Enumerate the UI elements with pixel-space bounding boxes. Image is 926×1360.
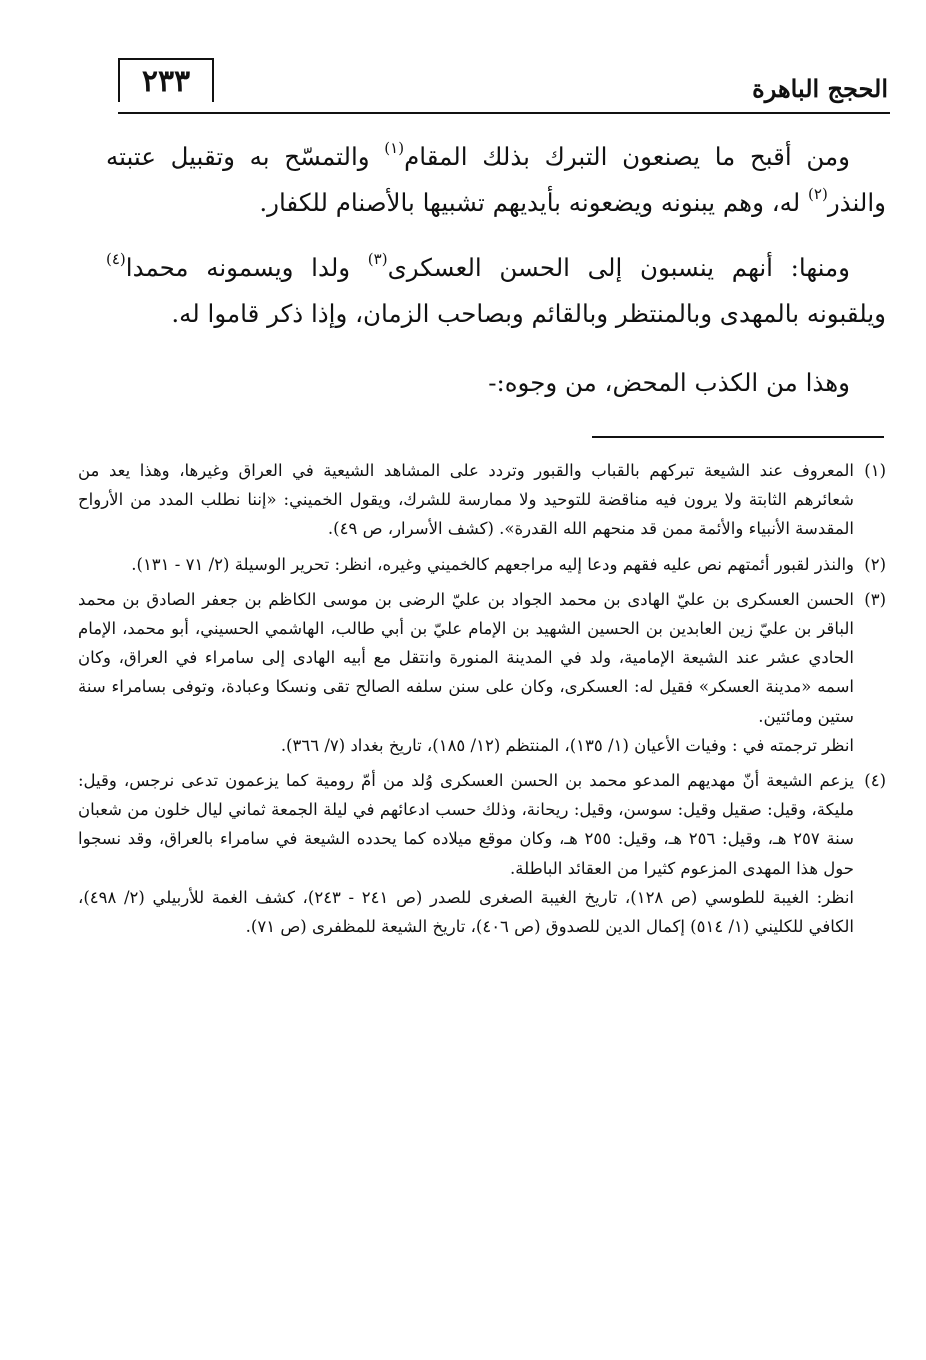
running-title: الحجج الباهرة [752,74,888,103]
footnote-source-note: انظر: الغيبة للطوسي (ص ١٢٨)، تاريخ الغيبة الصغرى للصدر (ص ٢٤١ - ٢٤٣)، كشف الغمة للأربيلي (٢/ ٤٩٨)، الكافي للكليني (١/ ٥١٤) إكمال الدين للصدوق (ص ٤٠٦)، تاريخ الشيعة للمظفرى (ص ٧١). [78,887,855,937]
footnote-separator [592,436,884,438]
header-rule [118,112,890,114]
para2-text-a: ومنها: أنهم ينسبون إلى الحسن العسكرى [387,253,850,282]
footnote-text: والنذر لقبور أئمتهم نص عليه فقهم ودعا إليه مراجعهم كالخميني وغيره، انظر: تحرير الوسيلة (٢/ ٧١ - ١٣١). [131,554,854,574]
para1-text-c: له، وهم يبنونه ويضعونه بأيديهم تشبيها بالأصنام للكفار. [259,188,809,217]
footnote-3 [78,585,886,760]
page-number [118,58,214,102]
body-paragraph-3 [106,360,886,406]
footnote-ref-2[interactable]: (٢) [808,185,828,203]
body-paragraph-2 [106,245,886,337]
body-paragraph-1 [106,134,886,226]
para1-text-a: ومن أقبح ما يصنعون التبرك بذلك المقام [404,142,850,171]
footnote-ref-1[interactable]: (١) [384,139,405,157]
footnote-ref-3[interactable]: (٣) [367,250,388,268]
footnote-2 [78,550,886,579]
para2-text-c: ويلقبونه بالمهدى وبالمنتظر وبالقائم وبصاحب الزمان، وإذا ذكر قاموا له. [171,299,886,328]
para1-text-b: والتمسّح به وتقبيل عتبته والنذر [106,142,886,217]
footnote-text: يزعم الشيعة أنّ مهديهم المدعو محمد بن الحسن العسكرى وُلد من أمّ رومية كما يزعمون تدعى نرجس، وقيل: مليكة، وقيل: صقيل وقيل: سوسن، وقيل: ريحانة، وذلك حسب ادعائهم في ليلة الجمعة ثماني ليال خلون من شعبان سنة ٢٥٧ هـ، وقيل: ٢٥٦ هـ، وقيل: ٢٥٥ هـ، وكان موقع ميلاده كما يحدده الشيعة في سامراء بالعراق، وقد نسجوا حول هذا المهدى المزعوم كثيرا من العقائد الباطلة. [78,771,854,878]
footnotes-section [78,456,886,947]
footnote-text: المعروف عند الشيعة تبركهم بالقباب والقبور وتردد على المشاهد الشيعية في العراق وغيرها، وهذا يعد من شعائرهم الثابتة ولا يرون فيه مناقضة للتوحيد ولا ممارسة للشرك، ويقول الخميني: «إننا نطلب المدد من الأرواح المقدسة الأنبياء والأئمة ممن قد منحهم الله القدرة». (كشف الأسرار، ص ٤٩). [78,461,854,539]
footnote-4 [78,766,886,941]
footnote-source-note: انظر ترجمته في : وفيات الأعيان (١/ ١٣٥)، المنتظم (١٢/ ١٨٥)، تاريخ بغداد (٧/ ٣٦٦). [280,735,854,755]
footnote-number: (٤) [864,771,886,791]
footnote-1 [78,456,886,544]
page-number-text: ٢٣٣ [141,63,191,99]
footnote-ref-4[interactable]: (٤) [106,250,126,268]
footnote-number: (١) [864,461,886,480]
footnote-text: الحسن العسكرى بن عليّ الهادى بن محمد الجواد بن عليّ الرضى بن موسى الكاظم بن جعفر الصادق بن محمد الباقر بن عليّ زين العابدين بن الحسين الشهيد بن الإمام عليّ بن أبي طالب، الهاشمي الحسيني، أبو محمد، الإمام الحادي عشر عند الشيعة الإمامية، ولد في المدينة المنورة وانتقل مع أبيه الهادى إلى سامراء في العراق، وكان اسمه «مدينة العسكر» فقيل له: العسكرى، وكان على سنن سلفه الصالح تقى ونسكا وعبادة، وتوفى بسامراء سنة ستين ومائتين. [78,589,854,726]
footnote-number: (٢) [864,554,886,574]
para3-text: وهذا من الكذب المحض، من وجوه:- [488,368,850,397]
para2-text-b: ولدا ويسمونه محمدا [125,253,368,282]
footnote-number: (٣) [864,589,886,609]
